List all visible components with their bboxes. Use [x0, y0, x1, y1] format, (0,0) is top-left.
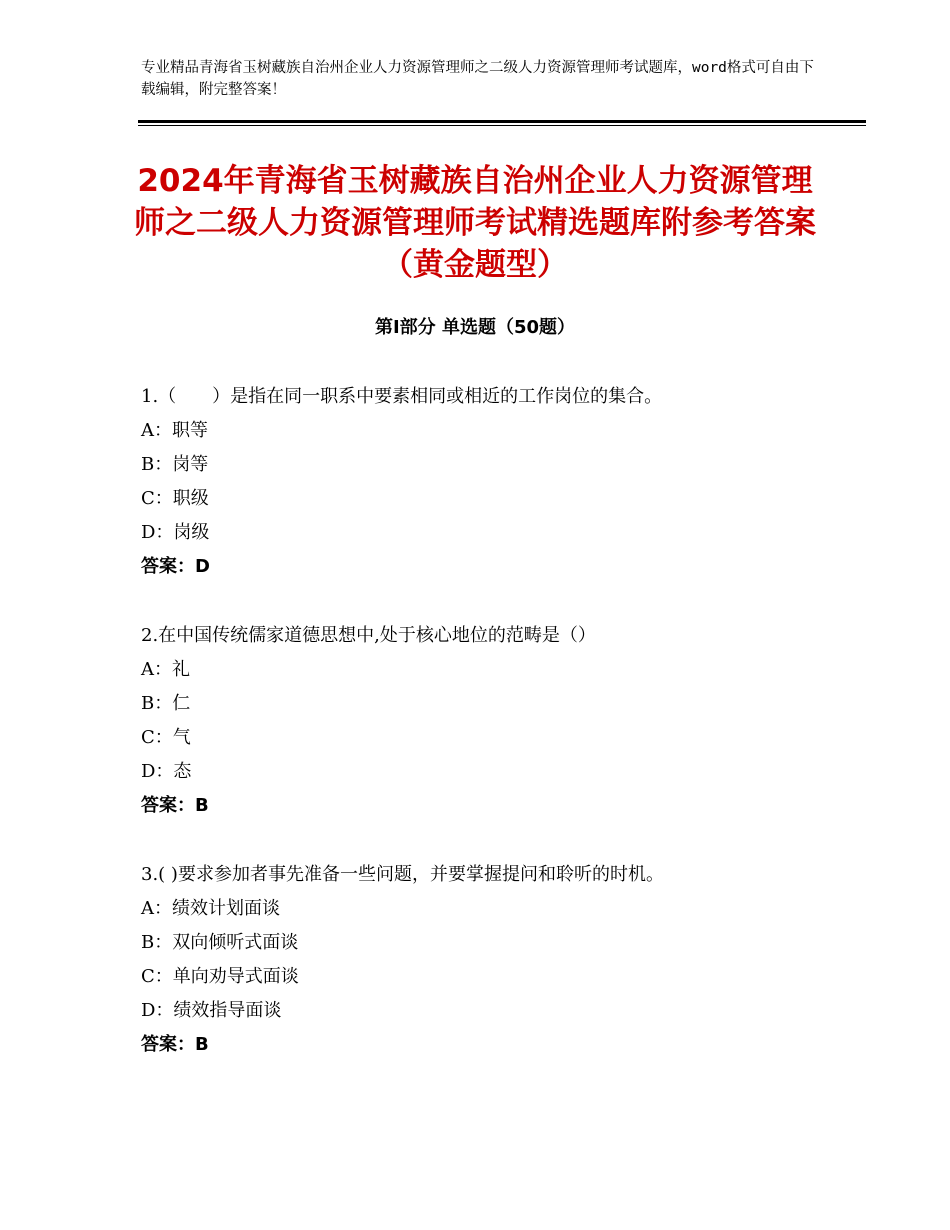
option-d: D：态: [141, 761, 192, 782]
option-c: C：气: [141, 727, 191, 748]
answer-line: 答案：B: [141, 795, 209, 816]
option-c: C：职级: [141, 488, 209, 509]
answer-line: 答案：B: [141, 1034, 209, 1055]
option-b: B：双向倾听式面谈: [141, 932, 299, 953]
option-b: B：仁: [141, 693, 191, 714]
option-a: A：绩效计划面谈: [141, 898, 280, 919]
option-b: B：岗等: [141, 454, 209, 475]
header-note: 专业精品青海省玉树藏族自治州企业人力资源管理师之二级人力资源管理师考试题库，word格式可自由下载编辑，附完整答案！: [141, 60, 814, 98]
header-rule-thick: [138, 120, 866, 123]
question-1: [141, 380, 841, 584]
question-stem: 1.（ ）是指在同一职系中要素相同或相近的工作岗位的集合。: [141, 386, 663, 407]
answer-line: 答案：D: [141, 556, 210, 577]
question-stem: 3.( )要求参加者事先准备一些问题，并要掌握提问和聆听的时机。: [141, 864, 664, 885]
option-c: C：单向劝导式面谈: [141, 966, 299, 987]
option-a: A：礼: [141, 659, 190, 680]
question-3: [141, 858, 841, 1062]
option-d: D：绩效指导面谈: [141, 1000, 282, 1021]
header-rule-thin: [138, 125, 866, 126]
option-d: D：岗级: [141, 522, 210, 543]
document-title: 2024年青海省玉树藏族自治州企业人力资源管理师之二级人力资源管理师考试精选题库附参考答案（黄金题型）: [134, 163, 816, 283]
question-stem: 2.在中国传统儒家道德思想中,处于核心地位的范畴是（）: [141, 625, 596, 646]
question-2: [141, 619, 841, 823]
option-a: A：职等: [141, 420, 208, 441]
section-heading: 第Ⅰ部分 单选题（50题）: [374, 317, 575, 338]
